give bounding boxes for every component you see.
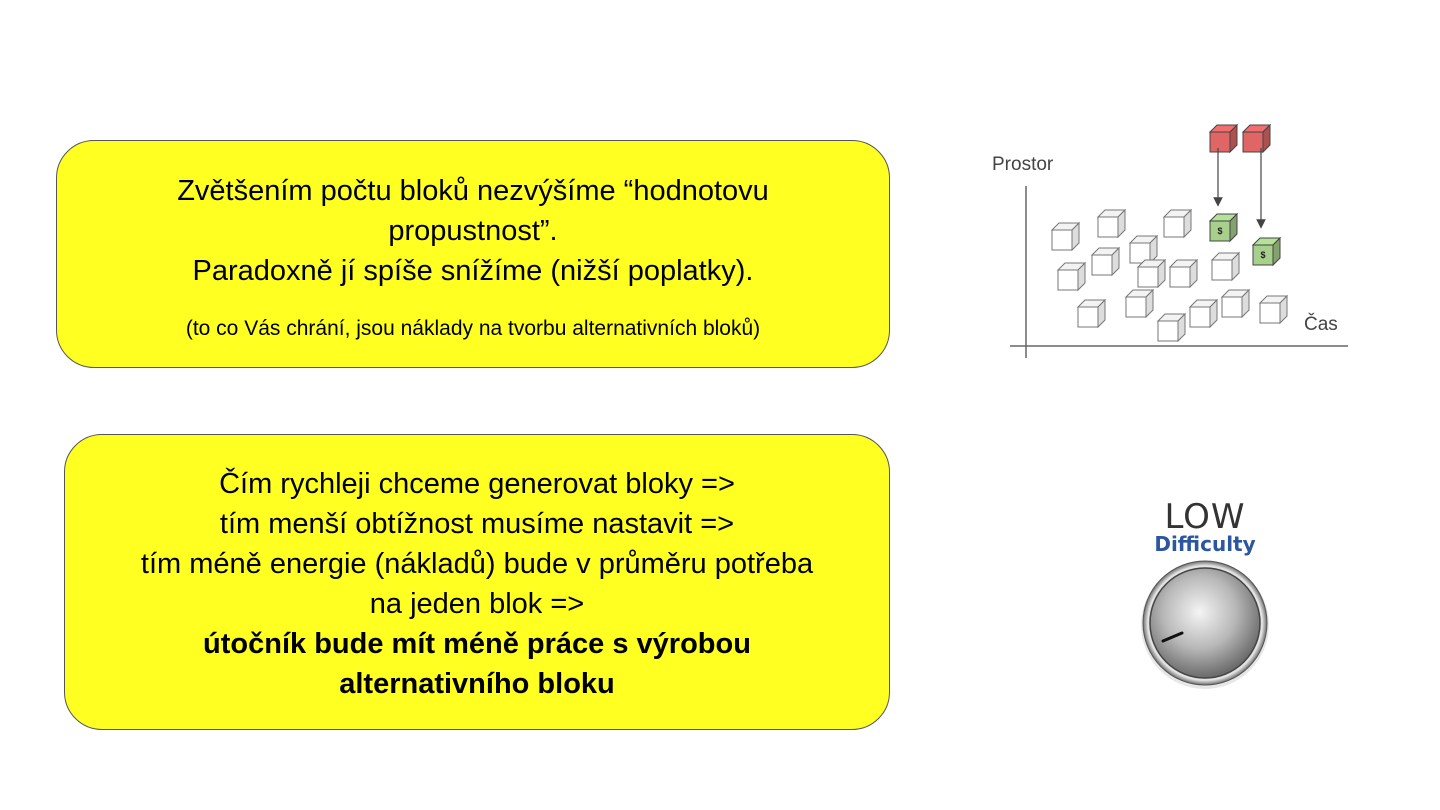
- block-cube: [1138, 260, 1165, 287]
- block-cube: [1222, 290, 1249, 317]
- block-cube: [1170, 260, 1197, 287]
- callout-block-count: [56, 140, 890, 368]
- block-cube: [1158, 314, 1185, 341]
- callout-note: (to co Vás chrání, jsou náklady na tvorbu alternativních bloků): [185, 317, 761, 340]
- fee-block-cube: [1210, 214, 1237, 241]
- block-cube: [1078, 300, 1105, 327]
- block-cube: [1190, 300, 1217, 327]
- difficulty-knob-icon: [1130, 495, 1280, 695]
- knob-label-low: LOW: [1164, 497, 1246, 537]
- callout-line: na jeden blok =>: [369, 588, 585, 620]
- callout-line: tím méně energie (nákladů) bude v průměru potřeba: [140, 548, 814, 580]
- block-cube: [1126, 290, 1153, 317]
- fee-symbol: $: [1217, 226, 1223, 236]
- callout-conclusion-line: alternativního bloku: [339, 668, 615, 700]
- callout-line: Čím rychleji chceme generovat bloky =>: [219, 468, 735, 500]
- callout-line: propustnost”.: [388, 215, 558, 247]
- callout-line: tím menší obtížnost musíme nastavit =>: [219, 508, 735, 540]
- new-block-cube: [1210, 125, 1237, 152]
- block-space-time-diagram: [990, 118, 1350, 363]
- callout-difficulty: [64, 434, 890, 730]
- knob-label-difficulty: Difficulty: [1154, 532, 1256, 556]
- block-cubes: [1052, 125, 1287, 341]
- block-cube: [1164, 210, 1191, 237]
- block-cube: [1098, 210, 1125, 237]
- block-cube: [1212, 253, 1239, 280]
- callout-conclusion-line: útočník bude mít méně práce s výrobou: [203, 628, 751, 660]
- y-axis-label: Prostor: [992, 154, 1054, 175]
- fee-symbol: $: [1260, 250, 1266, 260]
- callout-line: Paradoxně jí spíše snížíme (nižší poplatky).: [192, 255, 754, 287]
- new-block-cube: [1243, 125, 1270, 152]
- callout-line: Zvětšením počtu bloků nezvýšíme “hodnotovu: [177, 175, 769, 207]
- block-cube: [1260, 296, 1287, 323]
- x-axis-label: Čas: [1304, 314, 1338, 335]
- fee-block-cube: [1253, 238, 1280, 265]
- block-cube: [1058, 263, 1085, 290]
- block-cube: [1130, 236, 1157, 263]
- block-cube: [1052, 223, 1079, 250]
- block-cube: [1092, 248, 1119, 275]
